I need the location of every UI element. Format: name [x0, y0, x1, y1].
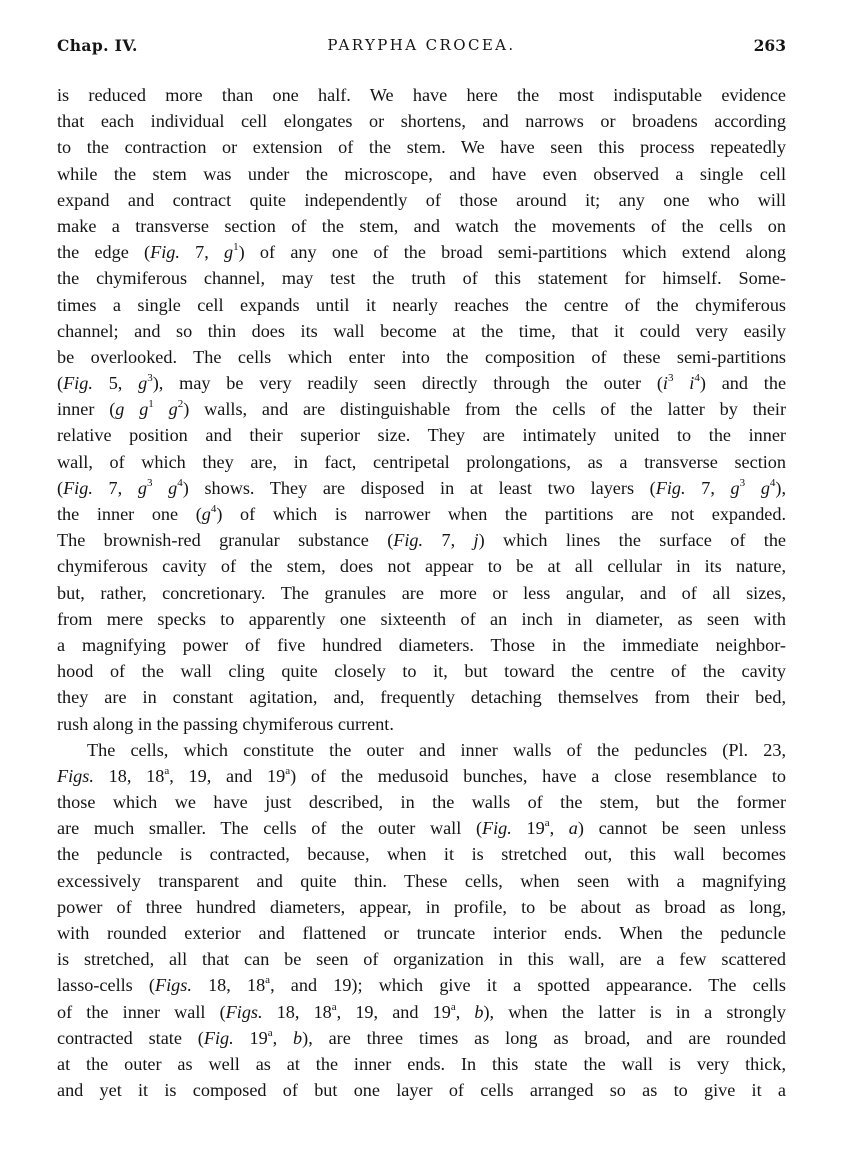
text-line: lasso-cells (Figs. 18, 18$^a$, and 19); which give it a spotted appearance. The cells [57, 974, 786, 996]
text-line: times a single cell expands until it nearly reaches the centre of the chymiferous [57, 294, 786, 315]
text-line: (Fig. 7, $g^3$ $g^4$) shows. They are disposed in at least two layers (Fig. 7, $g^3$ $g^4$), [57, 476, 787, 498]
body-text [57, 82, 786, 1103]
text-line: Figs. 18, 18$^a$, 19, and 19$^a$) of the medusoid bunches, have a close resemblance to [57, 764, 787, 786]
text-line: hood of the wall cling quite closely to it, but toward the centre of the cavity [57, 661, 786, 682]
text-line: from mere specks to apparently one sixteenth of an inch in diameter, as seen with [57, 608, 786, 629]
text-line: The brownish-red granular substance (Fig. 7, j) which lines the surface of the [57, 530, 787, 551]
text-line: make a transverse section of the stem, and watch the movements of the cells on [57, 215, 786, 236]
text-line: wall, of which they are, in fact, centripetal prolongations, as a transverse section [57, 451, 786, 472]
text-line: channel; and so thin does its wall become at the time, that it could very easily [57, 320, 786, 341]
text-line: the inner one $(g^4)$ of which is narrower when the partitions are not expanded. [57, 502, 787, 524]
text-line: they are in constant agitation, and, frequently detaching themselves from their bed, [57, 687, 786, 708]
text-line: a magnifying power of five hundred diameters. Those in the immediate neighbor- [57, 634, 786, 655]
text-line: inner (g $g^1$ $g^2$) walls, and are distinguishable from the cells of the latter by their [57, 398, 787, 420]
text-line: the peduncle is contracted, because, when it is stretched out, this wall becomes [57, 844, 786, 865]
text-line: chymiferous cavity of the stem, does not appear to be at all cellular in its nature, [57, 556, 786, 577]
text-line: (Fig. 5, $g^3$), may be very readily seen directly through the outer ($i^3$ $i^4$) and the [57, 372, 787, 394]
text-line: is stretched, all that can be seen of organization in this wall, are a few scattered [57, 949, 786, 970]
text-line: of the inner wall (Figs. 18, 18$^a$, 19, and 19$^a$, b), when the latter is in a strongly [57, 1000, 787, 1022]
text-line: is reduced more than one half. We have here the most indisputable evidence [57, 85, 786, 105]
text-line: with rounded exterior and flattened or truncate interior ends. When the peduncle [57, 923, 786, 943]
text-line: relative position and their superior size. They are intimately united to the inner [57, 425, 786, 446]
text-line: the chymiferous channel, may test the truth of this statement for himself. Some- [57, 268, 786, 289]
text-line: be overlooked. The cells which enter into the composition of these semi-partitions [57, 346, 786, 367]
text-line: but, rather, concretionary. The granules are more or less angular, and of all sizes, [57, 582, 786, 603]
text-line: at the outer as well as at the inner ends. In this state the wall is very thick, [57, 1053, 786, 1074]
text-line: are much smaller. The cells of the outer wall (Fig. 19$^a$, a) cannot be seen unless [57, 817, 787, 839]
text-line: that each individual cell elongates or shortens, and narrows or broadens according [57, 111, 786, 132]
text-line: those which we have just described, in the walls of the stem, but the former [57, 792, 786, 813]
running-title: PARYPHA CROCEA. [327, 36, 516, 54]
text-line: the edge (Fig. 7, $g^1$) of any one of the broad semi-partitions which extend along [57, 241, 786, 263]
text-line: and yet it is composed of but one layer of cells arranged so as to give it a [57, 1080, 786, 1101]
text-line: excessively transparent and quite thin. These cells, when seen with a magnifying [57, 870, 786, 891]
text-line: expand and contract quite independently of those around it; any one who will [57, 189, 786, 210]
paragraph [57, 82, 786, 737]
text-line: rush along in the passing chymiferous current. [57, 713, 394, 734]
text-line: power of three hundred diameters, appear, in profile, to be about as broad as long, [57, 896, 786, 917]
text-line: contracted state (Fig. 19$^a$, b), are three times as long as broad, and are rounded [57, 1026, 787, 1048]
text-line: while the stem was under the microscope, and have even observed a single cell [57, 163, 786, 184]
page-number: 263 [753, 36, 786, 55]
chapter-label: Chap. IV. [57, 36, 138, 55]
running-head [57, 36, 786, 60]
text-line: The cells, which constitute the outer and inner walls of the peduncles (Pl. 23, [87, 739, 786, 760]
paragraph [57, 737, 786, 1104]
text-line: to the contraction or extension of the stem. We have seen this process repeatedly [57, 137, 786, 158]
